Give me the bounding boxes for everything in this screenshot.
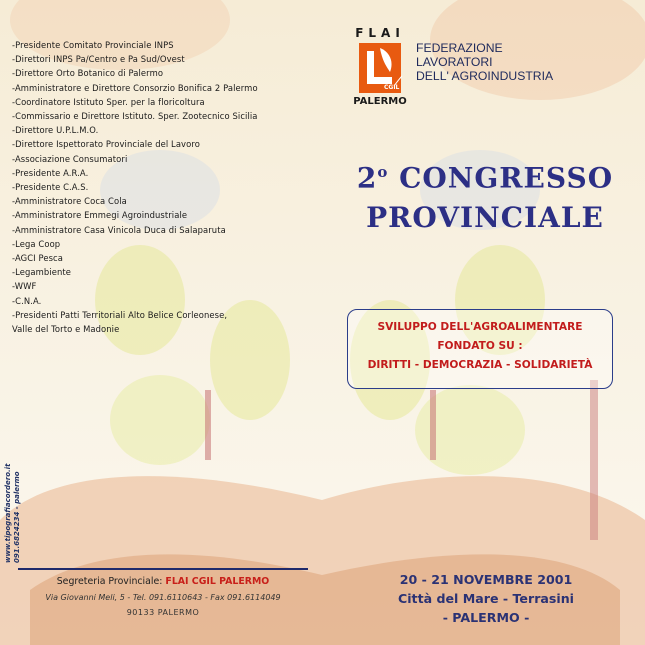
organization-name	[416, 41, 636, 84]
theme-line-2: FONDATO SU :	[437, 340, 523, 352]
congress-title	[340, 152, 630, 238]
theme-box	[347, 309, 613, 389]
divider	[18, 568, 308, 570]
list-item: -WWF	[12, 281, 37, 292]
list-item: -Presidente A.R.A.	[12, 167, 89, 178]
list-item: -Direttore Ispettorato Provinciale del Lavoro	[12, 139, 200, 150]
theme-line-1: SVILUPPO DELL'AGROALIMENTARE	[377, 321, 583, 333]
list-item: -Commissario e Direttore Istituto. Sper. Zootecnico Sicilia	[12, 111, 258, 122]
list-item: -Amministratore Emmegi Agroindustriale	[12, 210, 188, 221]
title-word: CONGRESSO	[388, 161, 614, 195]
secretariat-city: 90133 PALERMO	[126, 607, 200, 617]
printer-phone: 091.6824234 - palermo	[13, 471, 21, 563]
title-line-1	[340, 152, 630, 198]
list-item: -C.N.A.	[12, 295, 42, 306]
event-details	[374, 570, 598, 627]
list-item: -Amministratore Coca Cola	[12, 196, 127, 207]
list-item: -Associazione Consumatori	[12, 153, 128, 164]
secretariat-brand: FLAI CGIL PALERMO	[165, 575, 270, 587]
list-item: -Legambiente	[12, 267, 72, 278]
secretariat-block	[18, 568, 308, 617]
printer-website: www.tipografiacordero.it	[4, 463, 12, 563]
printer-credit	[4, 425, 44, 565]
list-item: -Direttore Orto Botanico di Palermo	[12, 68, 164, 79]
list-item: -Lega Coop	[12, 238, 61, 249]
title-ordinal: o	[377, 163, 389, 181]
secretariat-label: Segreteria Provinciale:	[56, 575, 166, 587]
invitee-list	[12, 38, 312, 336]
event-city: - PALERMO -	[442, 610, 530, 625]
event-date: 20 - 21 NOVEMBRE 2001	[399, 572, 573, 587]
list-item: -Presidente Comitato Provinciale INPS	[12, 40, 174, 50]
logo-bottom-text: PALERMO	[353, 96, 407, 107]
list-item: -Coordinatore Istituto Sper. per la floricoltura	[12, 96, 205, 107]
list-item: -Presidenti Patti Territoriali Alto Belice Corleonese,	[12, 309, 228, 320]
list-item: -Amministratore Casa Vinicola Duca di Salaparuta	[12, 224, 226, 235]
org-line-3: DELL' AGROINDUSTRIA	[416, 69, 554, 84]
org-line-2: LAVORATORI	[416, 55, 493, 70]
list-item: -Amministratore e Direttore Consorzio Bonifica 2 Palermo	[12, 82, 258, 93]
list-item: -AGCI Pesca	[12, 253, 63, 264]
list-item: -Direttore U.P.L.M.O.	[12, 125, 99, 136]
list-item: -Presidente C.A.S.	[12, 182, 89, 193]
secretariat-address: Via Giovanni Meli, 5 - Tel. 091.6110643 - Fax 091.6114049	[45, 592, 281, 602]
logo-top-text: FLAI	[355, 26, 405, 40]
title-line-2: PROVINCIALE	[366, 201, 604, 235]
theme-line-3: DIRITTI - DEMOCRAZIA - SOLIDARIETÀ	[367, 359, 593, 371]
list-item: -Direttori INPS Pa/Centro e Pa Sud/Ovest	[12, 54, 185, 65]
list-item: Valle del Torto e Madonie	[12, 324, 120, 335]
title-number: 2	[356, 161, 378, 195]
event-place: Città del Mare - Terrasini	[398, 591, 574, 606]
org-line-1: FEDERAZIONE	[416, 41, 503, 55]
flai-logo	[350, 26, 410, 112]
logo-badge: CGIL	[384, 84, 400, 91]
secretariat-title	[18, 576, 308, 587]
